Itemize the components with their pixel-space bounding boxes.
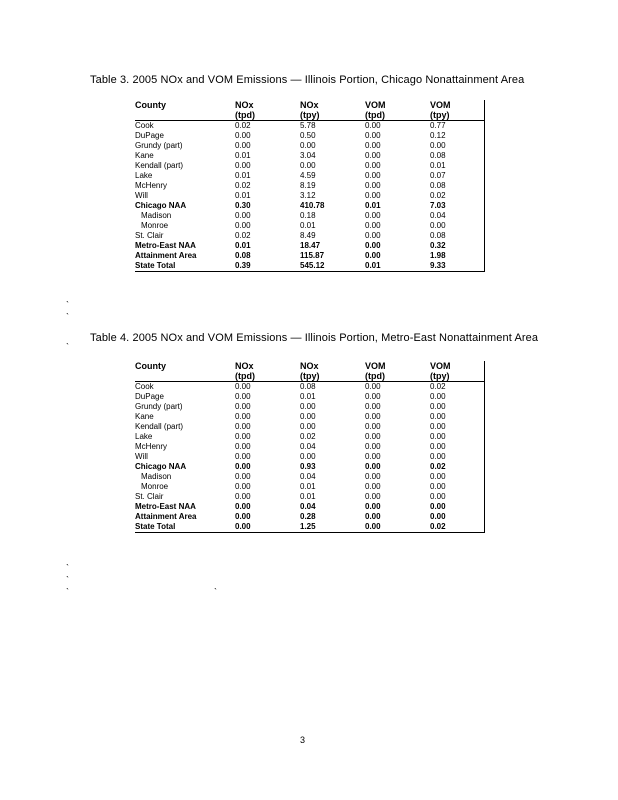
col-header-county-unit [135,110,235,121]
value-cell: 0.00 [365,382,430,393]
value-cell: 0.00 [235,482,251,491]
value-cell: 0.00 [365,462,381,471]
value-cell: 0.00 [235,472,251,481]
value-cell: 0.02 [235,121,300,132]
value-cell: 0.01 [430,161,446,170]
value-cell: 0.00 [235,131,251,140]
value-cell: 0.00 [365,251,381,260]
county-cell: State Total [135,261,235,272]
table-1-right-rule [484,100,485,272]
value-cell: 0.00 [365,502,381,511]
col-header-unit: (tpy) [430,371,450,381]
county-cell: Madison [141,472,172,481]
table-row [135,161,485,171]
col-header-unit: (tpd) [235,371,255,381]
value-cell: 8.19 [300,181,316,190]
table-row [135,171,485,181]
value-cell: 0.00 [235,402,251,411]
table-row [135,482,485,492]
value-cell: 0.00 [365,211,381,220]
value-cell: 0.00 [365,151,381,160]
value-cell: 0.04 [300,442,316,451]
county-cell: Attainment Area [135,251,197,260]
value-cell: 0.30 [235,201,251,210]
table-2-right-rule [484,361,485,533]
value-cell: 0.01 [300,221,316,230]
county-cell: Lake [135,432,153,441]
value-cell: 0.08 [430,231,446,240]
value-cell: 4.59 [300,171,316,180]
value-cell: 0.00 [235,522,300,533]
county-cell: Monroe [141,482,169,491]
col-header-unit: (tpy) [300,371,320,381]
county-cell: Grundy (part) [135,402,183,411]
value-cell: 0.00 [235,442,251,451]
table-1-body [135,121,485,272]
county-cell: State Total [135,522,235,533]
table-row [135,201,485,211]
value-cell: 18.47 [300,241,321,250]
value-cell: 0.00 [430,502,446,511]
table-row [135,472,485,482]
value-cell: 1.98 [430,251,446,260]
col-header-unit: (tpy) [430,110,450,120]
value-cell: 3.12 [300,191,316,200]
col-header-unit: (tpd) [365,371,385,381]
value-cell: 0.01 [235,191,251,200]
value-cell: 0.32 [430,241,446,250]
col-header-nox-tpy: NOx [300,100,319,110]
table-row [135,412,485,422]
value-cell: 0.00 [300,412,316,421]
value-cell: 1.25 [300,522,365,533]
table-row [135,211,485,221]
value-cell: 0.02 [300,432,316,441]
table-1 [135,100,485,272]
value-cell: 0.02 [430,382,485,393]
value-cell: 7.03 [430,201,446,210]
county-cell: Will [135,191,148,200]
value-cell: 0.00 [300,141,316,150]
value-cell: 0.00 [430,402,446,411]
value-cell: 0.00 [430,422,446,431]
table-row [135,392,485,402]
county-cell: Metro-East NAA [135,241,196,250]
value-cell: 0.01 [235,241,251,250]
value-cell: 0.00 [430,432,446,441]
value-cell: 0.00 [365,482,381,491]
col-header-county: County [135,100,166,110]
value-cell: 0.00 [365,171,381,180]
value-cell: 9.33 [430,261,485,272]
value-cell: 0.93 [300,462,316,471]
table-row [135,422,485,432]
value-cell: 0.00 [430,492,446,501]
value-cell: 0.00 [365,422,381,431]
col-header-vom-tpd: VOM [365,361,386,371]
value-cell: 410.78 [300,201,325,210]
value-cell: 0.00 [235,392,251,401]
table-row [135,181,485,191]
value-cell: 0.01 [235,171,251,180]
value-cell: 0.00 [365,452,381,461]
county-cell: Metro-East NAA [135,502,196,511]
value-cell: 0.00 [235,512,251,521]
table-row [135,502,485,512]
county-cell: McHenry [135,181,168,190]
table-row [135,221,485,231]
table-2-body [135,382,485,533]
value-cell: 0.28 [300,512,316,521]
county-cell: St. Clair [135,231,164,240]
col-header-vom-tpd: VOM [365,100,386,110]
value-cell: 0.00 [235,412,251,421]
value-cell: 0.00 [365,121,430,132]
margin-mark: ` [66,587,69,597]
margin-mark: ` [66,563,69,573]
value-cell: 0.00 [365,492,381,501]
table-row [135,462,485,472]
value-cell: 3.04 [300,151,316,160]
margin-mark: ` [66,342,69,352]
value-cell: 0.00 [365,231,381,240]
value-cell: 0.00 [235,492,251,501]
county-cell: Cook [135,121,235,132]
value-cell: 0.00 [235,221,251,230]
county-cell: Monroe [141,221,169,230]
value-cell: 0.01 [300,482,316,491]
value-cell: 0.00 [365,191,381,200]
value-cell: 0.00 [430,141,446,150]
value-cell: 0.18 [300,211,316,220]
value-cell: 0.00 [430,452,446,461]
value-cell: 0.00 [430,442,446,451]
county-cell: Lake [135,171,153,180]
county-cell: McHenry [135,442,168,451]
table-row [135,442,485,452]
value-cell: 0.02 [430,522,485,533]
value-cell: 0.00 [365,412,381,421]
col-header-nox-tpd: NOx [235,100,254,110]
value-cell: 0.02 [235,231,251,240]
value-cell: 8.49 [300,231,316,240]
value-cell: 0.00 [430,482,446,491]
value-cell: 0.00 [365,141,381,150]
value-cell: 545.12 [300,261,365,272]
value-cell: 5.78 [300,121,365,132]
value-cell: 0.39 [235,261,300,272]
value-cell: 0.77 [430,121,485,132]
value-cell: 0.01 [300,492,316,501]
value-cell: 0.00 [235,422,251,431]
value-cell: 0.00 [300,452,316,461]
county-cell: Kane [135,412,154,421]
value-cell: 0.00 [235,161,251,170]
margin-mark: ` [66,575,69,585]
county-cell: Kendall (part) [135,422,184,431]
table-row [135,512,485,522]
table-row [135,432,485,442]
table-row [135,241,485,251]
value-cell: 0.00 [235,211,251,220]
table-row [135,452,485,462]
table-row [135,261,485,272]
value-cell: 0.50 [300,131,316,140]
value-cell: 0.01 [300,392,316,401]
table-row [135,141,485,151]
value-cell: 0.01 [365,201,381,210]
value-cell: 0.00 [300,402,316,411]
value-cell: 0.00 [235,382,300,393]
table-row [135,151,485,161]
table-row [135,402,485,412]
value-cell: 0.08 [235,251,251,260]
value-cell: 0.02 [235,181,251,190]
county-cell: Cook [135,382,235,393]
table-1-caption: Table 3. 2005 NOx and VOM Emissions — Illinois Portion, Chicago Nonattainment Area [90,74,525,86]
county-cell: Kendall (part) [135,161,184,170]
col-header-vom-tpy: VOM [430,100,451,110]
county-cell: DuPage [135,131,164,140]
county-cell: Will [135,452,148,461]
value-cell: 0.08 [430,181,446,190]
value-cell: 0.00 [365,402,381,411]
value-cell: 0.00 [430,221,446,230]
value-cell: 0.00 [430,512,446,521]
county-cell: Grundy (part) [135,141,183,150]
value-cell: 0.00 [365,241,381,250]
value-cell: 0.00 [365,442,381,451]
page-number: 3 [300,735,306,745]
table-row [135,131,485,141]
county-cell: Madison [141,211,172,220]
table-row [135,251,485,261]
col-header-unit: (tpd) [235,110,255,120]
county-cell: St. Clair [135,492,164,501]
table-row [135,231,485,241]
county-cell: Kane [135,151,154,160]
value-cell: 0.04 [430,211,446,220]
value-cell: 0.00 [365,221,381,230]
table-2 [135,361,485,533]
value-cell: 0.00 [235,462,251,471]
county-cell: DuPage [135,392,164,401]
value-cell: 0.00 [365,522,430,533]
value-cell: 0.02 [430,191,446,200]
county-cell: Chicago NAA [135,201,187,210]
value-cell: 0.00 [365,392,381,401]
value-cell: 0.00 [430,392,446,401]
table-row [135,191,485,201]
value-cell: 0.08 [430,151,446,160]
value-cell: 0.00 [365,432,381,441]
col-header-unit: (tpd) [365,110,385,120]
col-header-nox-tpd: NOx [235,361,254,371]
value-cell: 0.00 [365,181,381,190]
col-header-unit: (tpy) [300,110,320,120]
value-cell: 0.07 [430,171,446,180]
value-cell: 0.00 [365,512,381,521]
table-row [135,382,485,393]
margin-mark: ` [66,312,69,322]
value-cell: 0.00 [430,472,446,481]
table-row [135,492,485,502]
table-row [135,121,485,132]
value-cell: 0.00 [235,432,251,441]
margin-mark: ` [214,587,217,597]
value-cell: 0.00 [235,502,251,511]
value-cell: 0.00 [300,161,316,170]
value-cell: 0.00 [365,131,381,140]
col-header-county: County [135,361,166,371]
value-cell: 0.00 [365,161,381,170]
value-cell: 115.87 [300,251,325,260]
value-cell: 0.00 [235,452,251,461]
county-cell: Chicago NAA [135,462,187,471]
value-cell: 0.00 [235,141,251,150]
table-row [135,522,485,533]
value-cell: 0.00 [300,422,316,431]
margin-mark: ` [66,300,69,310]
value-cell: 0.08 [300,382,365,393]
value-cell: 0.01 [365,261,430,272]
col-header-vom-tpy: VOM [430,361,451,371]
value-cell: 0.00 [430,412,446,421]
col-header-county-unit [135,371,235,382]
value-cell: 0.02 [430,462,446,471]
county-cell: Attainment Area [135,512,197,521]
value-cell: 0.04 [300,472,316,481]
value-cell: 0.00 [365,472,381,481]
col-header-nox-tpy: NOx [300,361,319,371]
table-2-caption: Table 4. 2005 NOx and VOM Emissions — Illinois Portion, Metro-East Nonattainment Area [90,332,539,344]
value-cell: 0.12 [430,131,446,140]
value-cell: 0.01 [235,151,251,160]
value-cell: 0.04 [300,502,316,511]
